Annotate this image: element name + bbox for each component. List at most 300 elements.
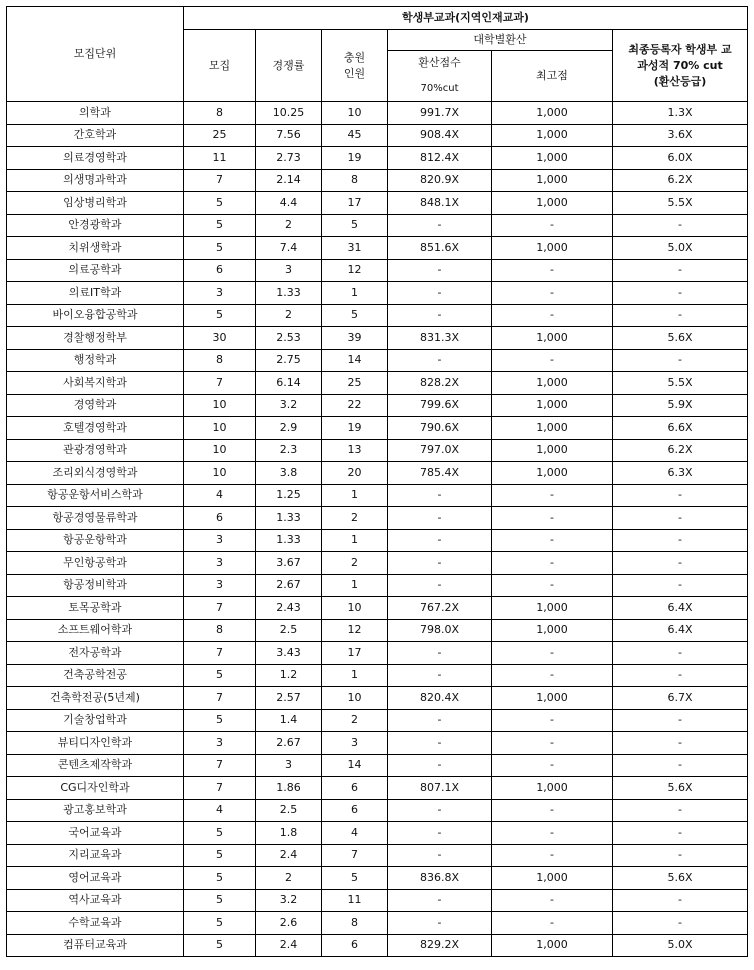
cell-recruitment-unit: 국어교육과 (7, 822, 184, 845)
table-row (7, 889, 748, 912)
header-final-grade-line1: 최종등록자 학생부 교 (628, 42, 732, 56)
cell-max-score: 1,000 (492, 777, 613, 800)
cell-final-grade: - (613, 822, 748, 845)
cell-final-grade: 1.3X (613, 102, 748, 125)
cell-competition-ratio: 2 (256, 867, 322, 890)
cell-max-score: - (492, 664, 613, 687)
cell-competition-ratio: 2.57 (256, 687, 322, 710)
cell-quota: 5 (184, 867, 256, 890)
cell-additional-admits: 11 (322, 889, 388, 912)
cell-final-grade: 5.5X (613, 372, 748, 395)
cell-competition-ratio: 2 (256, 214, 322, 237)
cell-final-grade: - (613, 642, 748, 665)
cell-converted-score: 790.6X (388, 417, 492, 440)
cell-competition-ratio: 2.3 (256, 439, 322, 462)
cell-additional-admits: 2 (322, 709, 388, 732)
table-row (7, 214, 748, 237)
cell-max-score: - (492, 282, 613, 305)
cell-recruitment-unit: 의료경영학과 (7, 147, 184, 170)
cell-final-grade: 5.6X (613, 867, 748, 890)
cell-recruitment-unit: 건축학전공(5년제) (7, 687, 184, 710)
header-converted-score (388, 51, 492, 102)
table-row (7, 822, 748, 845)
cell-converted-score: 829.2X (388, 934, 492, 957)
cell-max-score: - (492, 822, 613, 845)
cell-additional-admits: 1 (322, 529, 388, 552)
cell-quota: 3 (184, 574, 256, 597)
cell-quota: 10 (184, 439, 256, 462)
table-row (7, 619, 748, 642)
cell-converted-score: 828.2X (388, 372, 492, 395)
cell-quota: 4 (184, 484, 256, 507)
table-row (7, 732, 748, 755)
cell-additional-admits: 17 (322, 192, 388, 215)
table-row (7, 169, 748, 192)
cell-final-grade: - (613, 799, 748, 822)
table-row (7, 597, 748, 620)
cell-quota: 6 (184, 259, 256, 282)
cell-max-score: 1,000 (492, 597, 613, 620)
table-row (7, 349, 748, 372)
header-additional-admits-line1: 충원 (343, 50, 366, 64)
cell-competition-ratio: 3 (256, 754, 322, 777)
cell-competition-ratio: 1.86 (256, 777, 322, 800)
cell-converted-score: - (388, 507, 492, 530)
cell-final-grade: - (613, 552, 748, 575)
cell-final-grade: - (613, 484, 748, 507)
cell-converted-score: - (388, 349, 492, 372)
cell-converted-score: - (388, 574, 492, 597)
cell-quota: 5 (184, 889, 256, 912)
cell-quota: 5 (184, 192, 256, 215)
cell-max-score: 1,000 (492, 169, 613, 192)
table-row (7, 102, 748, 125)
cell-quota: 3 (184, 529, 256, 552)
cell-quota: 7 (184, 372, 256, 395)
cell-recruitment-unit: 의생명과학과 (7, 169, 184, 192)
cell-converted-score: - (388, 732, 492, 755)
cell-quota: 5 (184, 709, 256, 732)
cell-max-score: - (492, 642, 613, 665)
cell-recruitment-unit: 컴퓨터교육과 (7, 934, 184, 957)
header-converted-score-cut: 70%cut (420, 83, 459, 94)
cell-recruitment-unit: 경영학과 (7, 394, 184, 417)
header-additional-admits (322, 30, 388, 102)
cell-additional-admits: 2 (322, 507, 388, 530)
table-row (7, 709, 748, 732)
cell-final-grade: - (613, 709, 748, 732)
cell-max-score: 1,000 (492, 192, 613, 215)
cell-final-grade: 6.7X (613, 687, 748, 710)
table-row (7, 552, 748, 575)
cell-final-grade: - (613, 732, 748, 755)
cell-final-grade: 5.6X (613, 777, 748, 800)
cell-converted-score: - (388, 709, 492, 732)
cell-additional-admits: 4 (322, 822, 388, 845)
cell-quota: 30 (184, 327, 256, 350)
cell-final-grade: - (613, 214, 748, 237)
cell-final-grade: - (613, 912, 748, 935)
cell-competition-ratio: 2.67 (256, 732, 322, 755)
cell-converted-score: 820.4X (388, 687, 492, 710)
cell-quota: 8 (184, 349, 256, 372)
cell-max-score: - (492, 844, 613, 867)
cell-additional-admits: 6 (322, 799, 388, 822)
cell-final-grade: 5.9X (613, 394, 748, 417)
cell-recruitment-unit: 관광경영학과 (7, 439, 184, 462)
cell-max-score: 1,000 (492, 934, 613, 957)
cell-competition-ratio: 2.73 (256, 147, 322, 170)
cell-converted-score: - (388, 889, 492, 912)
cell-converted-score: 767.2X (388, 597, 492, 620)
cell-competition-ratio: 6.14 (256, 372, 322, 395)
cell-converted-score: - (388, 642, 492, 665)
cell-max-score: 1,000 (492, 417, 613, 440)
cell-quota: 5 (184, 304, 256, 327)
cell-additional-admits: 20 (322, 462, 388, 485)
admission-results-table-container (6, 6, 748, 957)
cell-quota: 7 (184, 169, 256, 192)
cell-quota: 4 (184, 799, 256, 822)
cell-converted-score: 799.6X (388, 394, 492, 417)
cell-recruitment-unit: 바이오융합공학과 (7, 304, 184, 327)
table-row (7, 327, 748, 350)
cell-converted-score: 820.9X (388, 169, 492, 192)
header-quota: 모집 (184, 30, 256, 102)
table-row (7, 417, 748, 440)
header-max-score: 최고점 (492, 51, 613, 102)
cell-competition-ratio: 2.9 (256, 417, 322, 440)
cell-final-grade: - (613, 259, 748, 282)
cell-recruitment-unit: 호텔경영학과 (7, 417, 184, 440)
table-body (7, 102, 748, 957)
cell-final-grade: 6.0X (613, 147, 748, 170)
header-university-conversion: 대학별환산 (388, 30, 613, 51)
cell-competition-ratio: 3.2 (256, 394, 322, 417)
cell-recruitment-unit: 항공경영물류학과 (7, 507, 184, 530)
table-row (7, 934, 748, 957)
cell-final-grade: - (613, 349, 748, 372)
cell-converted-score: - (388, 822, 492, 845)
cell-recruitment-unit: 항공운항학과 (7, 529, 184, 552)
cell-max-score: 1,000 (492, 102, 613, 125)
cell-max-score: - (492, 484, 613, 507)
cell-final-grade: 6.3X (613, 462, 748, 485)
cell-recruitment-unit: 간호학과 (7, 124, 184, 147)
cell-converted-score: 991.7X (388, 102, 492, 125)
table-row (7, 304, 748, 327)
cell-quota: 25 (184, 124, 256, 147)
cell-additional-admits: 10 (322, 102, 388, 125)
table-row (7, 799, 748, 822)
cell-recruitment-unit: 토목공학과 (7, 597, 184, 620)
cell-max-score: - (492, 912, 613, 935)
cell-recruitment-unit: 항공운항서비스학과 (7, 484, 184, 507)
table-row (7, 484, 748, 507)
cell-final-grade: 5.6X (613, 327, 748, 350)
cell-competition-ratio: 3.8 (256, 462, 322, 485)
table-row (7, 777, 748, 800)
cell-competition-ratio: 3.2 (256, 889, 322, 912)
cell-additional-admits: 25 (322, 372, 388, 395)
cell-converted-score: 807.1X (388, 777, 492, 800)
cell-additional-admits: 8 (322, 912, 388, 935)
cell-competition-ratio: 2.14 (256, 169, 322, 192)
cell-additional-admits: 8 (322, 169, 388, 192)
cell-competition-ratio: 1.2 (256, 664, 322, 687)
table-row (7, 124, 748, 147)
table-row (7, 282, 748, 305)
cell-converted-score: 797.0X (388, 439, 492, 462)
cell-converted-score: - (388, 214, 492, 237)
table-row (7, 372, 748, 395)
cell-quota: 5 (184, 237, 256, 260)
cell-recruitment-unit: 수학교육과 (7, 912, 184, 935)
cell-converted-score: - (388, 844, 492, 867)
cell-competition-ratio: 2.4 (256, 844, 322, 867)
cell-max-score: 1,000 (492, 147, 613, 170)
cell-additional-admits: 6 (322, 934, 388, 957)
cell-max-score: 1,000 (492, 462, 613, 485)
cell-quota: 5 (184, 934, 256, 957)
cell-additional-admits: 17 (322, 642, 388, 665)
cell-additional-admits: 7 (322, 844, 388, 867)
admission-results-table (6, 6, 748, 957)
table-row (7, 439, 748, 462)
cell-converted-score: - (388, 799, 492, 822)
cell-final-grade: - (613, 844, 748, 867)
cell-quota: 7 (184, 642, 256, 665)
cell-max-score: 1,000 (492, 687, 613, 710)
cell-max-score: - (492, 889, 613, 912)
cell-quota: 3 (184, 552, 256, 575)
cell-recruitment-unit: 의료IT학과 (7, 282, 184, 305)
cell-recruitment-unit: 콘텐츠제작학과 (7, 754, 184, 777)
cell-final-grade: - (613, 889, 748, 912)
cell-additional-admits: 13 (322, 439, 388, 462)
cell-converted-score: 831.3X (388, 327, 492, 350)
cell-recruitment-unit: 의료공학과 (7, 259, 184, 282)
cell-quota: 5 (184, 822, 256, 845)
cell-max-score: - (492, 709, 613, 732)
table-row (7, 664, 748, 687)
cell-converted-score: 836.8X (388, 867, 492, 890)
cell-recruitment-unit: 역사교육과 (7, 889, 184, 912)
cell-additional-admits: 5 (322, 214, 388, 237)
cell-competition-ratio: 7.56 (256, 124, 322, 147)
cell-additional-admits: 12 (322, 619, 388, 642)
cell-final-grade: - (613, 507, 748, 530)
table-row (7, 912, 748, 935)
cell-competition-ratio: 2.6 (256, 912, 322, 935)
cell-additional-admits: 19 (322, 417, 388, 440)
cell-additional-admits: 5 (322, 304, 388, 327)
cell-competition-ratio: 2.5 (256, 619, 322, 642)
cell-converted-score: 848.1X (388, 192, 492, 215)
cell-quota: 5 (184, 664, 256, 687)
cell-final-grade: - (613, 282, 748, 305)
cell-recruitment-unit: 경찰행정학부 (7, 327, 184, 350)
table-row (7, 642, 748, 665)
cell-additional-admits: 14 (322, 754, 388, 777)
cell-recruitment-unit: 지리교육과 (7, 844, 184, 867)
cell-converted-score: - (388, 529, 492, 552)
cell-max-score: - (492, 552, 613, 575)
cell-converted-score: - (388, 282, 492, 305)
table-row (7, 237, 748, 260)
header-final-grade-line2: 과성적 70% cut (637, 58, 723, 72)
cell-recruitment-unit: 소프트웨어학과 (7, 619, 184, 642)
cell-final-grade: - (613, 754, 748, 777)
table-row (7, 394, 748, 417)
header-recruitment-unit: 모집단위 (7, 7, 184, 102)
cell-competition-ratio: 2.53 (256, 327, 322, 350)
table-row (7, 844, 748, 867)
cell-competition-ratio: 1.33 (256, 529, 322, 552)
cell-converted-score: 812.4X (388, 147, 492, 170)
cell-quota: 7 (184, 754, 256, 777)
cell-competition-ratio: 2.43 (256, 597, 322, 620)
cell-recruitment-unit: 무인항공학과 (7, 552, 184, 575)
cell-competition-ratio: 2.67 (256, 574, 322, 597)
cell-competition-ratio: 1.33 (256, 282, 322, 305)
cell-quota: 3 (184, 282, 256, 305)
cell-max-score: - (492, 732, 613, 755)
cell-quota: 10 (184, 417, 256, 440)
cell-additional-admits: 22 (322, 394, 388, 417)
cell-max-score: - (492, 799, 613, 822)
cell-final-grade: 6.6X (613, 417, 748, 440)
cell-final-grade: 6.4X (613, 597, 748, 620)
cell-recruitment-unit: 안경광학과 (7, 214, 184, 237)
cell-additional-admits: 2 (322, 552, 388, 575)
cell-converted-score: 908.4X (388, 124, 492, 147)
cell-competition-ratio: 4.4 (256, 192, 322, 215)
cell-additional-admits: 39 (322, 327, 388, 350)
table-row (7, 687, 748, 710)
cell-max-score: 1,000 (492, 124, 613, 147)
cell-competition-ratio: 7.4 (256, 237, 322, 260)
cell-quota: 10 (184, 394, 256, 417)
cell-final-grade: - (613, 304, 748, 327)
cell-quota: 5 (184, 844, 256, 867)
table-row (7, 147, 748, 170)
cell-quota: 7 (184, 597, 256, 620)
header-additional-admits-line2: 인원 (343, 66, 366, 80)
table-row (7, 574, 748, 597)
cell-converted-score: - (388, 754, 492, 777)
cell-competition-ratio: 2.4 (256, 934, 322, 957)
cell-recruitment-unit: 광고홍보학과 (7, 799, 184, 822)
cell-competition-ratio: 2.5 (256, 799, 322, 822)
cell-converted-score: - (388, 552, 492, 575)
cell-recruitment-unit: 뷰티디자인학과 (7, 732, 184, 755)
table-row (7, 507, 748, 530)
cell-final-grade: 6.2X (613, 169, 748, 192)
cell-max-score: - (492, 529, 613, 552)
cell-additional-admits: 1 (322, 484, 388, 507)
table-row (7, 192, 748, 215)
cell-additional-admits: 10 (322, 597, 388, 620)
cell-converted-score: - (388, 484, 492, 507)
cell-quota: 6 (184, 507, 256, 530)
cell-recruitment-unit: CG디자인학과 (7, 777, 184, 800)
cell-max-score: - (492, 259, 613, 282)
header-final-grade-line3: (환산등급) (653, 74, 707, 88)
cell-converted-score: - (388, 304, 492, 327)
cell-max-score: 1,000 (492, 867, 613, 890)
header-competition-ratio: 경쟁률 (256, 30, 322, 102)
table-row (7, 529, 748, 552)
cell-recruitment-unit: 행정학과 (7, 349, 184, 372)
cell-final-grade: 6.2X (613, 439, 748, 462)
cell-recruitment-unit: 치위생학과 (7, 237, 184, 260)
cell-quota: 7 (184, 777, 256, 800)
cell-quota: 11 (184, 147, 256, 170)
cell-recruitment-unit: 항공정비학과 (7, 574, 184, 597)
cell-additional-admits: 1 (322, 282, 388, 305)
cell-quota: 10 (184, 462, 256, 485)
cell-converted-score: 785.4X (388, 462, 492, 485)
header-converted-score-label: 환산점수 (418, 56, 461, 69)
cell-additional-admits: 19 (322, 147, 388, 170)
cell-final-grade: 6.4X (613, 619, 748, 642)
cell-converted-score: 851.6X (388, 237, 492, 260)
cell-max-score: 1,000 (492, 372, 613, 395)
cell-quota: 5 (184, 214, 256, 237)
cell-final-grade: 3.6X (613, 124, 748, 147)
cell-max-score: 1,000 (492, 237, 613, 260)
cell-additional-admits: 10 (322, 687, 388, 710)
cell-recruitment-unit: 사회복지학과 (7, 372, 184, 395)
cell-additional-admits: 45 (322, 124, 388, 147)
cell-competition-ratio: 3.67 (256, 552, 322, 575)
cell-quota: 8 (184, 619, 256, 642)
cell-final-grade: - (613, 664, 748, 687)
cell-additional-admits: 5 (322, 867, 388, 890)
cell-recruitment-unit: 의학과 (7, 102, 184, 125)
cell-additional-admits: 31 (322, 237, 388, 260)
cell-final-grade: 5.0X (613, 934, 748, 957)
cell-competition-ratio: 1.33 (256, 507, 322, 530)
cell-max-score: - (492, 349, 613, 372)
cell-competition-ratio: 1.4 (256, 709, 322, 732)
cell-quota: 8 (184, 102, 256, 125)
cell-quota: 5 (184, 912, 256, 935)
cell-quota: 7 (184, 687, 256, 710)
cell-recruitment-unit: 전자공학과 (7, 642, 184, 665)
cell-recruitment-unit: 조리외식경영학과 (7, 462, 184, 485)
cell-max-score: - (492, 754, 613, 777)
cell-additional-admits: 1 (322, 574, 388, 597)
cell-max-score: - (492, 574, 613, 597)
cell-competition-ratio: 1.25 (256, 484, 322, 507)
cell-recruitment-unit: 건축공학전공 (7, 664, 184, 687)
table-row (7, 462, 748, 485)
cell-competition-ratio: 1.8 (256, 822, 322, 845)
table-row (7, 867, 748, 890)
cell-competition-ratio: 2.75 (256, 349, 322, 372)
cell-competition-ratio: 3.43 (256, 642, 322, 665)
cell-converted-score: 798.0X (388, 619, 492, 642)
cell-additional-admits: 12 (322, 259, 388, 282)
cell-converted-score: - (388, 912, 492, 935)
cell-additional-admits: 1 (322, 664, 388, 687)
header-group-title: 학생부교과(지역인재교과) (184, 7, 748, 30)
table-header (7, 7, 748, 102)
cell-converted-score: - (388, 259, 492, 282)
cell-final-grade: - (613, 574, 748, 597)
